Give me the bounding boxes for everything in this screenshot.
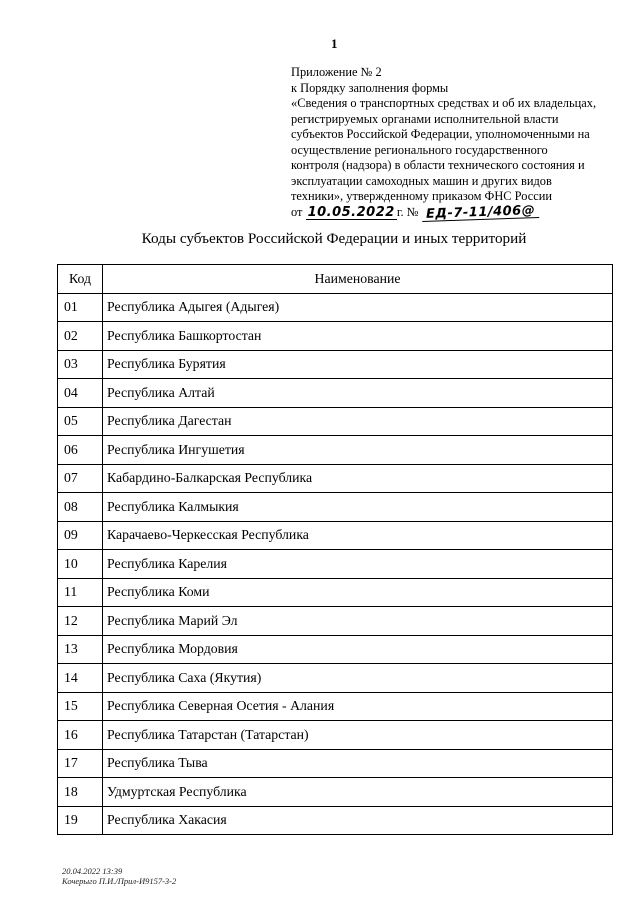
region-name: Республика Бурятия: [103, 350, 613, 379]
table-row: [58, 778, 613, 807]
appendix-line: осуществление регионального государственного: [291, 142, 548, 157]
region-name: Республика Саха (Якутия): [103, 664, 613, 693]
table-row: [58, 749, 613, 778]
appendix-line: эксплуатации самоходных машин и других видов: [291, 173, 552, 188]
appendix-line: техники», утвержденному приказом ФНС России: [291, 189, 553, 203]
region-code: 08: [58, 493, 103, 522]
region-code: 14: [58, 664, 103, 693]
region-code: 16: [58, 721, 103, 750]
region-code: 17: [58, 749, 103, 778]
table-row: [58, 607, 613, 636]
region-codes-table: [57, 264, 613, 835]
region-code: 06: [58, 436, 103, 465]
region-name: Республика Марий Эл: [103, 607, 613, 636]
table-row: [58, 464, 613, 493]
table-row: [58, 350, 613, 379]
appendix-line: к Порядку заполнения формы: [291, 80, 449, 95]
appendix-line: регистрируемых органами исполнительной власти: [291, 111, 559, 126]
region-name: Удмуртская Республика: [103, 778, 613, 807]
region-name: Республика Коми: [103, 578, 613, 607]
appendix-line: субъектов Российской Федерации, уполномоченными на: [291, 127, 590, 141]
region-code: 10: [58, 550, 103, 579]
region-name: Республика Калмыкия: [103, 493, 613, 522]
region-code: 05: [58, 407, 103, 436]
order-number: ЕД-7-11/406@: [421, 203, 539, 221]
order-prefix: от: [291, 204, 303, 219]
table-row: [58, 379, 613, 408]
stamp-reference: Кочерыго П.И./Прил-И9157-3-2: [62, 876, 177, 886]
header-name: Наименование: [103, 265, 613, 294]
region-code: 18: [58, 778, 103, 807]
stamp-datetime: 20.04.2022 13:39: [62, 866, 123, 876]
appendix-line: Приложение № 2: [291, 65, 382, 79]
table-row: [58, 692, 613, 721]
appendix-line: контроля (надзора) в области технического состояния и: [291, 158, 585, 172]
table-row: [58, 322, 613, 351]
table-row: [58, 436, 613, 465]
table-row: [58, 407, 613, 436]
table-header-row: [58, 265, 613, 294]
order-reference: [291, 202, 621, 222]
region-name: Республика Карелия: [103, 550, 613, 579]
region-code: 04: [58, 379, 103, 408]
region-name: Республика Алтай: [103, 379, 613, 408]
region-name: Республика Башкортостан: [103, 322, 613, 351]
region-name: Республика Татарстан (Татарстан): [103, 721, 613, 750]
region-code: 19: [58, 806, 103, 835]
region-name: Республика Хакасия: [103, 806, 613, 835]
region-code: 07: [58, 464, 103, 493]
region-code: 02: [58, 322, 103, 351]
region-name: Республика Северная Осетия - Алания: [103, 692, 613, 721]
table-row: [58, 578, 613, 607]
table-row: [58, 493, 613, 522]
region-code: 03: [58, 350, 103, 379]
region-code: 01: [58, 293, 103, 322]
order-year-suffix: г. №: [396, 204, 419, 219]
table-row: [58, 806, 613, 835]
order-date: 10.05.2022: [307, 204, 395, 220]
appendix-header: [291, 65, 621, 220]
table-row: [58, 293, 613, 322]
page-number: 1: [331, 36, 338, 51]
region-code: 15: [58, 692, 103, 721]
document-title: Коды субъектов Российской Федерации и иных территорий: [141, 230, 527, 247]
header-code: Код: [58, 265, 103, 294]
region-name: Республика Адыгея (Адыгея): [103, 293, 613, 322]
table-row: [58, 664, 613, 693]
region-name: Карачаево-Черкесская Республика: [103, 521, 613, 550]
footer-stamp: [62, 866, 176, 886]
region-name: Республика Тыва: [103, 749, 613, 778]
table-row: [58, 721, 613, 750]
region-name: Республика Дагестан: [103, 407, 613, 436]
region-code: 13: [58, 635, 103, 664]
region-code: 11: [58, 578, 103, 607]
appendix-line: «Сведения о транспортных средствах и об их владельцах,: [291, 96, 597, 110]
table-row: [58, 635, 613, 664]
region-code: 09: [58, 521, 103, 550]
region-name: Республика Мордовия: [103, 635, 613, 664]
table-row: [58, 550, 613, 579]
region-name: Кабардино-Балкарская Республика: [103, 464, 613, 493]
region-name: Республика Ингушетия: [103, 436, 613, 465]
table-row: [58, 521, 613, 550]
region-code: 12: [58, 607, 103, 636]
